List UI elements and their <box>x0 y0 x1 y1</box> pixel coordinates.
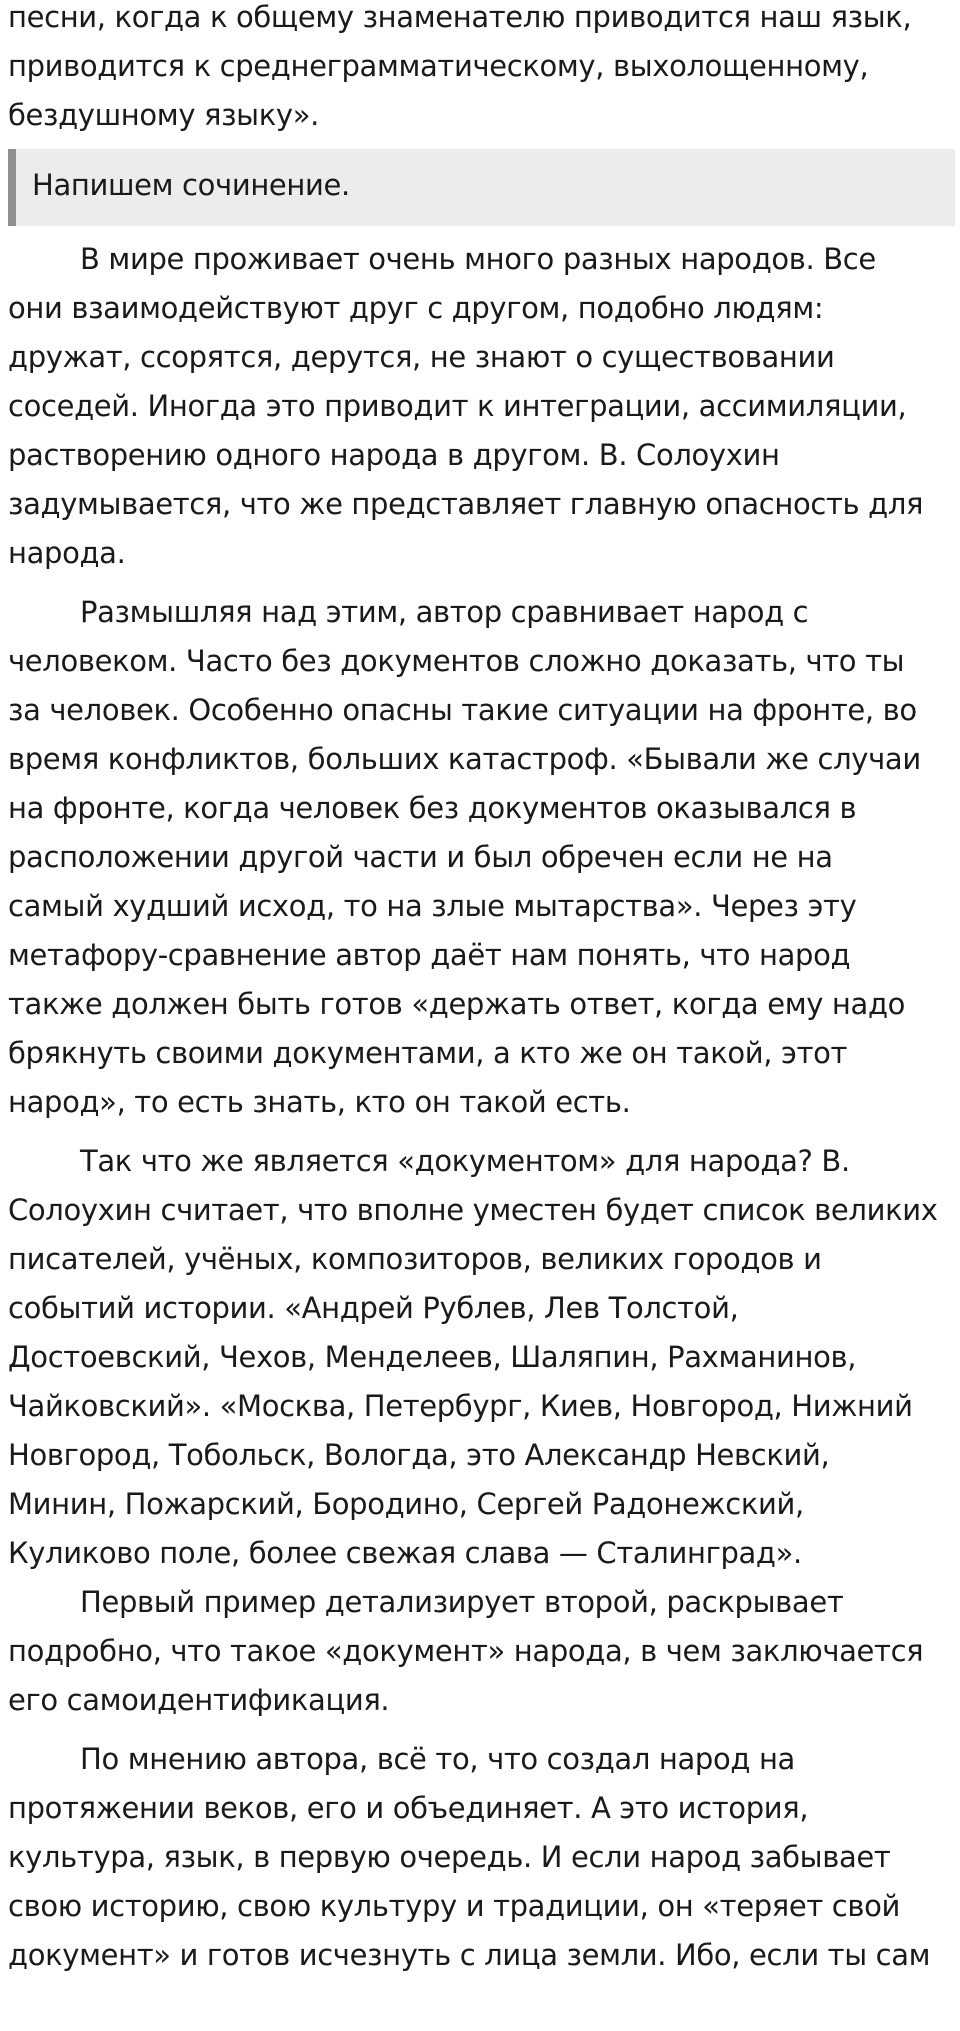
text-line: брякнуть своими документами, а кто же он такой, этот <box>8 1036 848 1070</box>
text-line: также должен быть готов «держать ответ, когда ему надо <box>8 987 906 1021</box>
text-line: народа. <box>8 536 126 570</box>
text-line: задумывается, что же представляет главную опасность для <box>8 487 924 521</box>
callout-block <box>8 149 955 226</box>
paragraph-1 <box>8 235 953 578</box>
text-line: песни, когда к общему знаменателю приводится наш язык, <box>8 0 912 34</box>
text-line: время конфликтов, больших катастроф. «Бывали же случаи <box>8 742 921 776</box>
text-line: за человек. Особенно опасны такие ситуации на фронте, во <box>8 693 917 727</box>
text-line: дружат, ссорятся, дерутся, не знают о существовании <box>8 340 835 374</box>
text-line: его самоидентификация. <box>8 1683 390 1717</box>
text-line: Размышляя над этим, автор сравнивает народ с <box>80 595 809 629</box>
text-line: Солоухин считает, что вполне уместен будет список великих <box>8 1193 938 1227</box>
text-line: писателей, учёных, композиторов, великих городов и <box>8 1242 822 1276</box>
intro-paragraph <box>8 0 953 140</box>
text-line: Первый пример детализирует второй, раскрывает <box>80 1585 844 1619</box>
text-line: свою историю, свою культуру и традиции, он «теряет свой <box>8 1889 900 1923</box>
text-line: Новгород, Тобольск, Вологда, это Александр Невский, <box>8 1438 830 1472</box>
paragraph-5 <box>8 1735 953 1980</box>
text-line: Куликово поле, более свежая слава — Сталинград». <box>8 1536 802 1570</box>
text-line: растворению одного народа в другом. В. Солоухин <box>8 438 780 472</box>
paragraph-3 <box>8 1137 953 1578</box>
text-line: Чайковский». «Москва, Петербург, Киев, Новгород, Нижний <box>8 1389 913 1423</box>
text-line: бездушному языку». <box>8 98 319 132</box>
text-line: народ», то есть знать, кто он такой есть. <box>8 1085 631 1119</box>
text-line: метафору-сравнение автор даёт нам понять, что народ <box>8 938 851 972</box>
text-line: самый худший исход, то на злые мытарства». Через эту <box>8 889 857 923</box>
text-line: подробно, что такое «документ» народа, в чем заключается <box>8 1634 924 1668</box>
paragraph-2 <box>8 588 953 1127</box>
text-line: В мире проживает очень много разных народов. Все <box>80 242 876 276</box>
text-line: приводится к среднеграмматическому, выхолощенному, <box>8 49 869 83</box>
text-line: Достоевский, Чехов, Менделеев, Шаляпин, Рахманинов, <box>8 1340 857 1374</box>
essay-page <box>8 0 953 1980</box>
text-line: расположении другой части и был обречен если не на <box>8 840 833 874</box>
text-line: протяжении веков, его и объединяет. А это история, <box>8 1791 809 1825</box>
text-line: Минин, Пожарский, Бородино, Сергей Радонежский, <box>8 1487 804 1521</box>
text-line: культура, язык, в первую очередь. И если народ забывает <box>8 1840 891 1874</box>
text-line: человеком. Часто без документов сложно доказать, что ты <box>8 644 905 678</box>
paragraph-4 <box>8 1578 953 1725</box>
callout-text: Напишем сочинение. <box>32 168 350 202</box>
text-line: соседей. Иногда это приводит к интеграции, ассимиляции, <box>8 389 907 423</box>
text-line: документ» и готов исчезнуть с лица земли. Ибо, если ты сам <box>8 1938 931 1972</box>
text-line: они взаимодействуют друг с другом, подобно людям: <box>8 291 824 325</box>
text-line: Так что же является «документом» для народа? В. <box>80 1144 850 1178</box>
text-line: на фронте, когда человек без документов оказывался в <box>8 791 857 825</box>
text-line: По мнению автора, всё то, что создал народ на <box>80 1742 795 1776</box>
text-line: событий истории. «Андрей Рублев, Лев Толстой, <box>8 1291 739 1325</box>
